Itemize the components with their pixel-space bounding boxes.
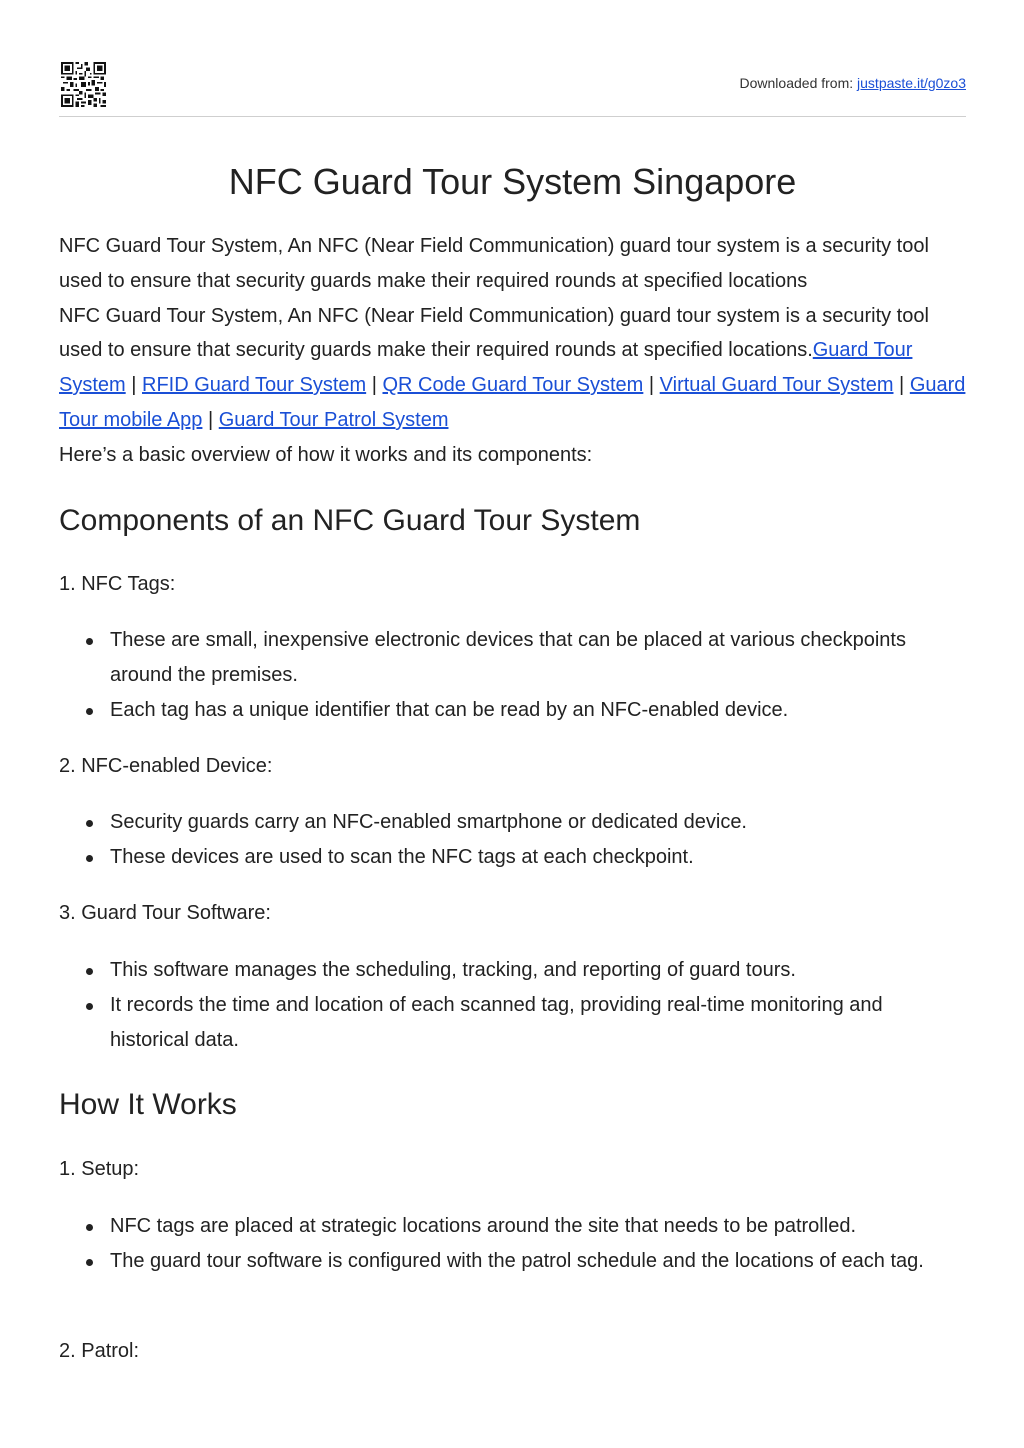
list-item: Each tag has a unique identifier that can be read by an NFC-enabled device. bbox=[59, 693, 964, 728]
link-rfid-guard-tour-system[interactable]: RFID Guard Tour System bbox=[142, 374, 367, 397]
page-title: NFC Guard Tour System Singapore bbox=[228, 161, 797, 202]
list-item: The guard tour software is configured with the patrol schedule and the locations of each tag. bbox=[59, 1244, 964, 1279]
intro-paragraph-2 bbox=[59, 299, 969, 438]
link-separator: | bbox=[648, 374, 655, 397]
list-item: These are small, inexpensive electronic devices that can be placed at various checkpoints around the premises. bbox=[59, 623, 964, 693]
list-item: It records the time and location of each scanned tag, providing real-time monitoring and historical data. bbox=[59, 988, 964, 1058]
link-separator: | bbox=[131, 374, 137, 397]
setup-list bbox=[59, 1209, 964, 1279]
link-guard-tour-patrol-system[interactable]: Guard Tour Patrol System bbox=[218, 408, 449, 431]
link-qr-code-guard-tour-system[interactable]: QR Code Guard Tour System bbox=[382, 374, 644, 397]
software-list bbox=[59, 953, 964, 1057]
link-separator: | bbox=[371, 374, 377, 397]
intro-text: NFC Guard Tour System, An NFC (Near Field Communication) guard tour system is a security tool used to ensure that security guards make their required rounds at specified locations. bbox=[59, 304, 929, 362]
link-separator: | bbox=[207, 408, 214, 431]
component-label-nfc-tags: 1. NFC Tags: bbox=[59, 573, 176, 595]
step-label-setup: 1. Setup: bbox=[59, 1158, 140, 1180]
nfc-device-list bbox=[59, 805, 964, 875]
intro-section bbox=[59, 229, 969, 473]
link-virtual-guard-tour-system[interactable]: Virtual Guard Tour System bbox=[659, 374, 894, 397]
how-it-works-heading: How It Works bbox=[59, 1088, 237, 1121]
list-item: Security guards carry an NFC-enabled smartphone or dedicated device. bbox=[59, 805, 964, 840]
list-item: These devices are used to scan the NFC tags at each checkpoint. bbox=[59, 840, 964, 875]
intro-paragraph-1: NFC Guard Tour System, An NFC (Near Field Communication) guard tour system is a security tool used to ensure that security guards make their required rounds at specified locations bbox=[59, 235, 929, 292]
nfc-tags-list bbox=[59, 623, 964, 727]
components-heading: Components of an NFC Guard Tour System bbox=[59, 504, 641, 537]
intro-paragraph-3: Here’s a basic overview of how it works and its components: bbox=[59, 443, 593, 466]
source-line bbox=[740, 75, 966, 91]
source-link[interactable]: justpaste.it/g0zo3 bbox=[857, 75, 966, 91]
link-separator: | bbox=[899, 374, 905, 397]
page-header bbox=[59, 60, 966, 117]
link-guard-tour-system[interactable]: Guard Tour System bbox=[59, 339, 913, 397]
component-label-nfc-device: 2. NFC-enabled Device: bbox=[59, 755, 273, 777]
source-label: Downloaded from: bbox=[739, 75, 854, 91]
list-item: NFC tags are placed at strategic locations around the site that needs to be patrolled. bbox=[59, 1209, 964, 1244]
list-item: This software manages the scheduling, tracking, and reporting of guard tours. bbox=[59, 953, 964, 988]
component-label-software: 3. Guard Tour Software: bbox=[59, 902, 271, 924]
link-guard-tour-mobile-app[interactable]: Guard Tour mobile App bbox=[59, 374, 966, 431]
step-label-patrol: 2. Patrol: bbox=[59, 1340, 140, 1362]
qr-code-icon bbox=[61, 62, 106, 107]
